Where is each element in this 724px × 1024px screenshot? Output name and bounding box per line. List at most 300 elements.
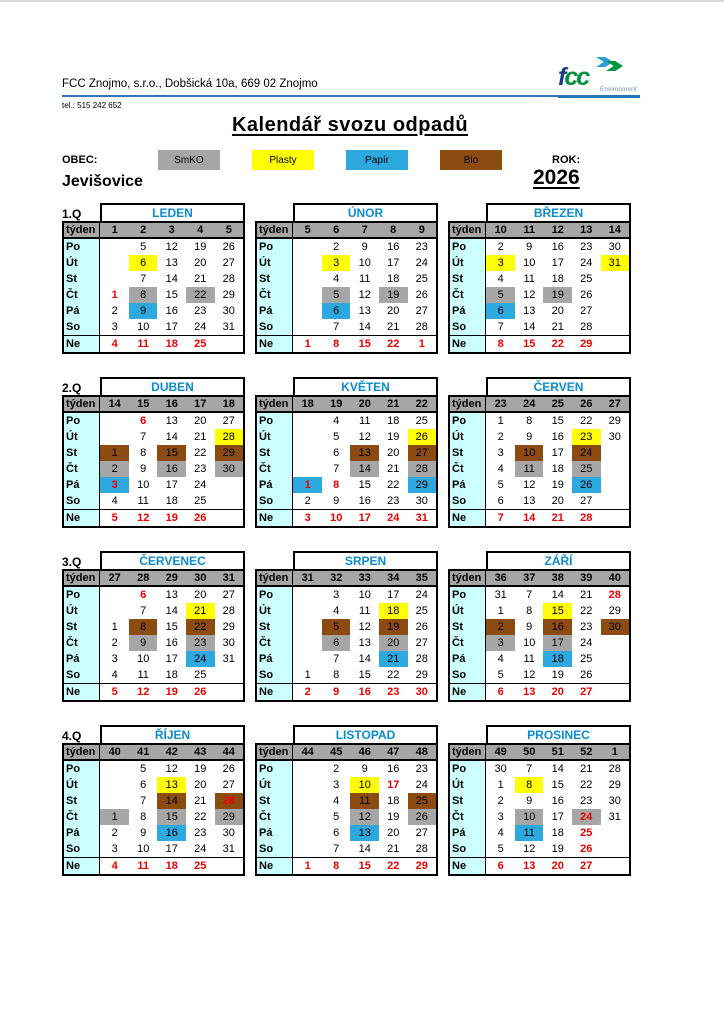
day-label: Pá (64, 651, 100, 667)
day-row-čt (64, 635, 243, 651)
week-number-cell: 5 (304, 224, 311, 236)
quarter-label: 2.Q (62, 381, 82, 395)
day-label: Pá (450, 477, 486, 493)
day-cell: 20 (551, 860, 564, 872)
day-cell: 15 (551, 415, 564, 427)
day-cell (100, 777, 129, 793)
day-cell: 21 (551, 321, 564, 333)
day-row-po (450, 587, 629, 603)
month-table-duben (62, 377, 245, 528)
day-cell (293, 793, 322, 809)
day-cell: 13 (165, 589, 178, 601)
day-cell: 22 (186, 619, 215, 635)
day-cell: 26 (408, 429, 437, 445)
day-cell: 2 (497, 241, 504, 253)
day-cell: 18 (165, 669, 178, 681)
day-cell: 22 (194, 447, 207, 459)
month-title: BŘEZEN (486, 203, 631, 221)
day-cell: 27 (580, 860, 593, 872)
day-cell: 19 (165, 686, 178, 698)
day-cell: 29 (608, 605, 621, 617)
day-cell: 18 (165, 495, 178, 507)
day-row-so (257, 319, 436, 335)
day-cell: 9 (129, 635, 158, 651)
day-cell: 16 (543, 619, 572, 635)
week-number-cell: 10 (494, 224, 507, 236)
day-cell: 24 (194, 843, 207, 855)
day-label: Út (257, 429, 293, 445)
week-header-label: týden (64, 397, 100, 411)
day-cell: 2 (304, 495, 311, 507)
day-row-pá (64, 825, 243, 841)
day-cell: 28 (215, 429, 244, 445)
day-cell: 7 (333, 463, 340, 475)
day-row-čt (64, 287, 243, 303)
week-number-cell: 22 (415, 398, 428, 410)
day-label: Út (257, 777, 293, 793)
day-cell: 23 (572, 429, 601, 445)
day-row-ne (64, 509, 243, 526)
day-cell: 2 (111, 827, 118, 839)
day-label: Čt (450, 287, 486, 303)
day-cell: 17 (551, 447, 564, 459)
legend-swatch-papir: Papír (346, 150, 408, 170)
day-cell: 1 (497, 779, 504, 791)
day-cell: 30 (494, 763, 507, 775)
obec-label: OBEC: (62, 154, 98, 166)
day-cell (100, 603, 129, 619)
week-header-label: týden (257, 745, 293, 759)
day-row-ne (257, 683, 436, 700)
week-number-cell: 27 (108, 572, 121, 584)
day-row-so (450, 667, 629, 683)
week-header-label: týden (257, 223, 293, 237)
day-cell: 12 (137, 512, 150, 524)
day-cell (601, 461, 630, 477)
day-cell: 8 (497, 338, 504, 350)
day-cell: 4 (497, 463, 504, 475)
day-cell: 15 (523, 338, 536, 350)
municipality-name: Jevišovice (62, 173, 143, 190)
day-cell: 16 (551, 795, 564, 807)
day-cell: 3 (333, 589, 340, 601)
day-cell: 21 (580, 589, 593, 601)
day-cell: 11 (137, 338, 150, 350)
day-cell: 16 (358, 686, 371, 698)
day-row-út (450, 603, 629, 619)
day-cell: 31 (608, 811, 621, 823)
day-cell: 16 (551, 241, 564, 253)
day-cell: 8 (333, 338, 340, 350)
month-body-listopad (255, 743, 438, 876)
day-row-so (450, 493, 629, 509)
day-cell: 13 (157, 777, 186, 793)
day-cell: 19 (387, 811, 400, 823)
month-title: ZÁŘÍ (486, 551, 631, 569)
day-cell: 18 (551, 827, 564, 839)
day-cell: 21 (379, 651, 408, 667)
month-title: PROSINEC (486, 725, 631, 743)
week-number-cell: 4 (197, 224, 204, 236)
day-cell: 30 (215, 461, 244, 477)
page-title: Kalendář svozu odpadů (231, 114, 469, 136)
day-label: Pá (257, 651, 293, 667)
day-cell: 22 (387, 860, 400, 872)
day-cell: 4 (111, 669, 118, 681)
day-cell: 13 (523, 686, 536, 698)
day-cell: 3 (486, 635, 515, 651)
week-number-row (257, 223, 436, 239)
day-cell: 15 (165, 289, 178, 301)
week-number-row (257, 397, 436, 413)
quarter-label: 3.Q (62, 555, 82, 569)
day-cell: 28 (222, 273, 235, 285)
day-cell: 21 (387, 321, 400, 333)
week-header-label: týden (64, 571, 100, 585)
day-cell: 26 (580, 669, 593, 681)
month-title: SRPEN (293, 551, 438, 569)
month-title: LISTOPAD (293, 725, 438, 743)
week-number-cell: 45 (330, 746, 343, 758)
day-cell: 5 (322, 619, 351, 635)
day-cell: 8 (140, 811, 147, 823)
day-cell: 5 (140, 241, 147, 253)
day-cell: 26 (408, 809, 437, 825)
week-number-cell: 28 (137, 572, 150, 584)
day-cell: 12 (350, 809, 379, 825)
week-number-cell: 48 (415, 746, 428, 758)
day-cell (601, 651, 630, 667)
day-row-ne (450, 335, 629, 352)
day-label: Čt (450, 461, 486, 477)
day-cell: 24 (580, 257, 593, 269)
day-cell (293, 777, 322, 793)
day-row-út (450, 777, 629, 793)
day-label: Pá (64, 477, 100, 493)
day-label: Po (450, 239, 486, 255)
day-row-út (257, 777, 436, 793)
day-label: Pá (257, 303, 293, 319)
day-label: So (450, 841, 486, 857)
company-address: FCC Znojmo, s.r.o., Dobšická 10a, 669 02 Znojmo (62, 78, 318, 90)
day-cell: 27 (222, 779, 235, 791)
day-cell: 5 (486, 287, 515, 303)
day-cell: 26 (580, 843, 593, 855)
day-cell: 22 (580, 605, 593, 617)
day-cell: 4 (111, 495, 118, 507)
day-row-út (64, 255, 243, 271)
week-number-cell: 38 (551, 572, 564, 584)
day-cell: 9 (140, 827, 147, 839)
day-cell: 3 (304, 512, 311, 524)
day-cell: 2 (486, 619, 515, 635)
day-cell: 23 (415, 241, 428, 253)
week-header-label: týden (450, 571, 486, 585)
rok-label: ROK: (552, 154, 581, 166)
day-cell (100, 587, 129, 603)
day-label: St (450, 619, 486, 635)
month-header-duben (62, 377, 245, 395)
day-label: Čt (64, 635, 100, 651)
day-cell: 26 (222, 763, 235, 775)
day-cell: 17 (165, 653, 178, 665)
week-number-cell: 1 (111, 224, 118, 236)
day-cell: 12 (165, 763, 178, 775)
day-cell: 12 (165, 241, 178, 253)
day-cell: 3 (486, 255, 515, 271)
day-cell: 21 (186, 603, 215, 619)
day-cell: 24 (415, 779, 428, 791)
day-row-st (257, 793, 436, 809)
day-cell: 11 (137, 669, 149, 681)
day-row-čt (450, 809, 629, 825)
day-cell: 1 (418, 338, 425, 350)
day-cell: 29 (608, 415, 621, 427)
day-row-út (450, 429, 629, 445)
day-label: Čt (450, 809, 486, 825)
day-cell: 3 (111, 653, 118, 665)
day-cell: 15 (165, 621, 178, 633)
month-body-leden (62, 221, 245, 354)
month-title: DUBEN (100, 377, 245, 395)
day-cell: 29 (415, 669, 428, 681)
week-header-label: týden (257, 571, 293, 585)
day-label: So (257, 841, 293, 857)
week-number-cell: 25 (551, 398, 564, 410)
week-number-cell: 44 (222, 746, 235, 758)
day-row-pá (450, 477, 629, 493)
day-label: St (64, 445, 100, 461)
day-row-pá (450, 825, 629, 841)
day-cell: 17 (387, 779, 400, 791)
day-cell: 22 (194, 811, 207, 823)
day-cell: 2 (497, 431, 504, 443)
week-number-cell: 12 (551, 224, 564, 236)
day-cell: 13 (165, 257, 178, 269)
day-cell: 23 (186, 635, 215, 651)
day-cell: 19 (551, 843, 564, 855)
week-number-cell: 40 (108, 746, 121, 758)
day-cell: 7 (140, 431, 147, 443)
day-cell (293, 619, 322, 635)
month-body-srpen (255, 569, 438, 702)
month-header-červenec (62, 551, 245, 569)
day-cell: 9 (526, 795, 533, 807)
week-number-cell: 37 (523, 572, 536, 584)
logo-subtext: Environment (600, 86, 637, 93)
week-number-cell: 49 (494, 746, 507, 758)
day-row-st (64, 793, 243, 809)
day-row-út (64, 429, 243, 445)
day-cell: 21 (194, 795, 207, 807)
day-cell: 9 (129, 303, 158, 319)
day-label: Ne (450, 858, 486, 874)
day-cell: 18 (165, 338, 178, 350)
day-label: St (257, 793, 293, 809)
day-cell: 3 (497, 447, 504, 459)
day-row-st (450, 619, 629, 635)
day-cell: 20 (194, 779, 207, 791)
day-label: Pá (64, 303, 100, 319)
day-cell: 11 (523, 273, 535, 285)
day-label: Ne (257, 336, 293, 352)
day-row-ne (64, 335, 243, 352)
day-cell: 10 (330, 512, 343, 524)
day-cell: 25 (580, 273, 593, 285)
day-cell: 21 (194, 273, 207, 285)
day-cell: 29 (222, 621, 235, 633)
day-cell: 12 (137, 686, 150, 698)
day-cell: 15 (543, 603, 572, 619)
day-cell: 4 (497, 827, 504, 839)
day-cell: 1 (304, 860, 311, 872)
day-cell: 24 (580, 637, 593, 649)
month-body-září (448, 569, 631, 702)
day-row-so (450, 319, 629, 335)
day-cell: 22 (387, 669, 400, 681)
day-cell: 10 (350, 777, 379, 793)
day-cell: 6 (322, 635, 351, 651)
day-cell (100, 793, 129, 809)
day-row-út (450, 255, 629, 271)
day-cell: 20 (194, 257, 207, 269)
week-number-cell: 40 (608, 572, 621, 584)
week-number-cell: 16 (165, 398, 178, 410)
day-cell: 25 (415, 415, 428, 427)
day-cell: 4 (111, 338, 118, 350)
day-label: Čt (257, 287, 293, 303)
day-cell: 20 (551, 305, 564, 317)
day-cell: 4 (333, 795, 340, 807)
day-cell: 23 (194, 463, 207, 475)
week-number-cell: 47 (387, 746, 400, 758)
day-label: So (450, 493, 486, 509)
month-header-březen (448, 203, 631, 221)
day-cell: 2 (333, 763, 340, 775)
day-label: So (450, 319, 486, 335)
day-row-st (450, 793, 629, 809)
day-cell: 11 (515, 825, 544, 841)
day-cell: 9 (361, 763, 368, 775)
day-cell: 18 (551, 463, 564, 475)
day-label: Út (64, 429, 100, 445)
day-cell: 6 (140, 779, 147, 791)
day-row-st (64, 445, 243, 461)
day-cell: 31 (601, 255, 630, 271)
day-row-út (257, 603, 436, 619)
week-number-cell: 20 (358, 398, 371, 410)
day-cell: 19 (379, 619, 408, 635)
day-label: Čt (450, 635, 486, 651)
day-cell: 25 (194, 860, 207, 872)
day-row-so (64, 841, 243, 857)
day-cell: 12 (523, 289, 536, 301)
day-cell: 7 (333, 843, 340, 855)
legend-swatch-bio: Bio (440, 150, 502, 170)
day-cell: 18 (387, 795, 400, 807)
week-header-label: týden (257, 397, 293, 411)
week-number-cell: 44 (301, 746, 314, 758)
day-cell: 24 (415, 257, 428, 269)
day-cell: 8 (140, 447, 147, 459)
day-cell: 7 (140, 795, 147, 807)
day-cell: 28 (222, 605, 235, 617)
day-cell: 22 (387, 338, 400, 350)
week-number-cell: 14 (108, 398, 121, 410)
day-cell: 6 (140, 589, 147, 601)
day-label: Pá (257, 825, 293, 841)
month-table-říjen (62, 725, 245, 876)
month-table-leden (62, 203, 245, 354)
day-cell: 6 (322, 303, 351, 319)
day-cell: 30 (608, 795, 621, 807)
day-cell: 6 (333, 827, 340, 839)
day-cell: 9 (361, 241, 368, 253)
day-cell: 5 (497, 479, 504, 491)
day-label: St (450, 271, 486, 287)
day-row-po (64, 239, 243, 255)
week-number-cell: 19 (330, 398, 343, 410)
day-cell: 20 (551, 495, 564, 507)
day-row-ne (64, 857, 243, 874)
day-cell: 28 (608, 763, 621, 775)
day-cell (100, 271, 129, 287)
day-cell: 1 (111, 289, 118, 301)
day-cell: 20 (379, 635, 408, 651)
month-header-červen (448, 377, 631, 395)
day-cell (293, 635, 322, 651)
week-number-row (450, 223, 629, 239)
day-row-ne (257, 857, 436, 874)
day-row-pá (64, 303, 243, 319)
day-row-čt (257, 635, 436, 651)
week-number-cell: 24 (523, 398, 536, 410)
day-label: St (64, 271, 100, 287)
day-cell: 23 (387, 495, 400, 507)
legend-swatch-plasty: Plasty (252, 150, 314, 170)
day-row-po (257, 761, 436, 777)
day-label: Út (450, 255, 486, 271)
day-cell: 30 (608, 241, 621, 253)
day-cell: 30 (415, 495, 428, 507)
day-cell: 5 (111, 512, 118, 524)
day-label: Út (450, 777, 486, 793)
day-cell: 24 (194, 321, 207, 333)
day-cell: 19 (551, 479, 564, 491)
day-cell: 26 (415, 621, 428, 633)
day-row-po (64, 413, 243, 429)
day-row-so (450, 841, 629, 857)
day-label: Čt (257, 461, 293, 477)
day-cell: 31 (494, 589, 507, 601)
day-cell (293, 761, 322, 777)
day-cell: 11 (359, 415, 371, 427)
week-number-cell: 18 (301, 398, 314, 410)
day-label: Po (257, 761, 293, 777)
day-cell: 25 (408, 793, 437, 809)
week-header-label: týden (64, 745, 100, 759)
day-row-ne (64, 683, 243, 700)
day-cell (601, 319, 630, 335)
day-cell: 24 (186, 651, 215, 667)
day-cell: 23 (194, 305, 207, 317)
day-cell: 1 (497, 415, 504, 427)
day-cell: 17 (165, 321, 178, 333)
day-cell: 11 (523, 653, 535, 665)
day-label: Út (257, 603, 293, 619)
day-cell: 10 (358, 257, 371, 269)
day-cell: 29 (608, 779, 621, 791)
